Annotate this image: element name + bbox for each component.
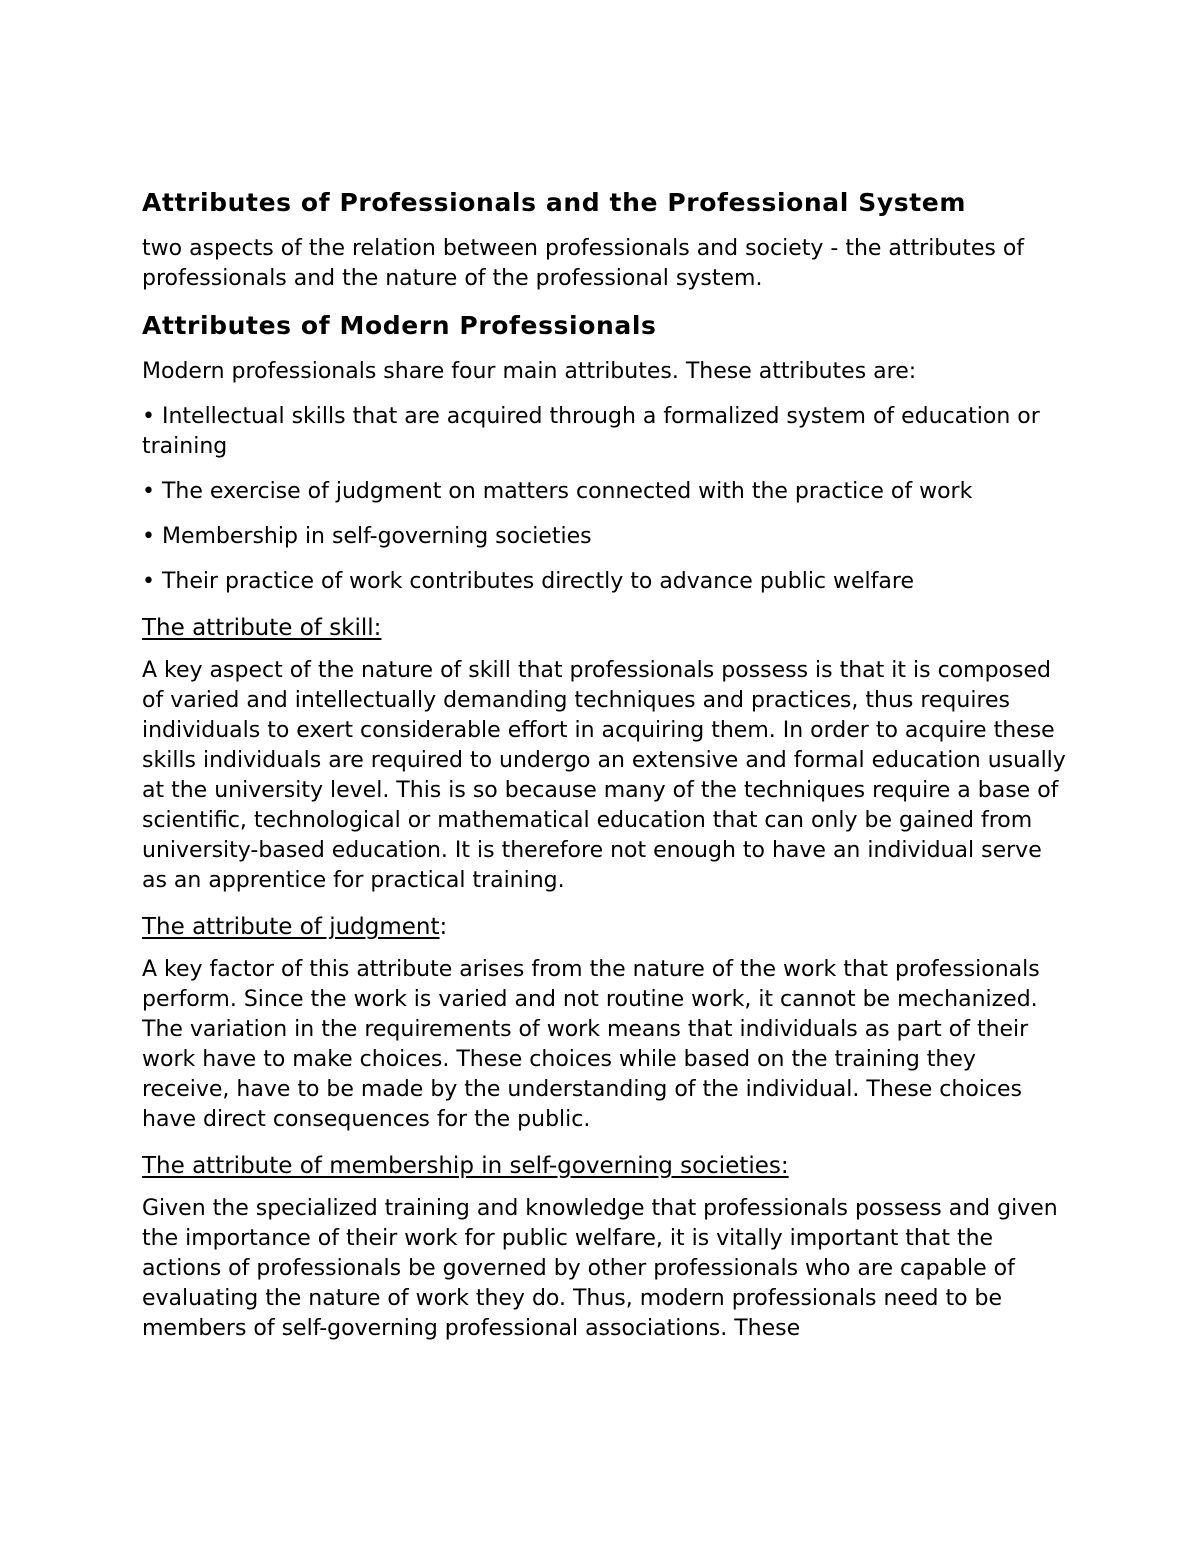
document-page [142,186,1067,1359]
judgment-paragraph: A key factor of this attribute arises from the nature of the work that professionals perform. Since the work is varied and not routine work, it cannot be mechanized. The variation in the requirements of work means that individuals as part of their work have to make choices. These choices while based on the training they receive, have to be made by the understanding of the individual. These choices have direct consequences for the public. [142,957,1040,1132]
judgment-heading-text: The attribute of judgment [142,914,440,940]
skill-heading-text: The attribute of skill: [142,615,382,641]
section-heading: Attributes of Modern Professionals [142,311,657,340]
skill-paragraph: A key aspect of the nature of skill that professionals possess is that it is composed of varied and intellectually demanding techniques and practices, thus requires individuals to exert considerable effort in acquiring them. In order to acquire these skills individuals are required to undergo an extensive and formal education usually at the university level. This is so because many of the techniques require a base of scientific, technological or mathematical education that can only be gained from university-based education. It is therefore not enough to have an individual serve as an apprentice for practical training. [142,658,1066,893]
section-intro: Modern professionals share four main attributes. These attributes are: [142,359,917,384]
membership-paragraph: Given the specialized training and knowledge that professionals possess and given the importance of their work for public welfare, it is vitally important that the actions of professionals be governed by other professionals who are capable of evaluating the nature of work they do. Thus, modern professionals need to be members of self-governing professional associations. These [142,1196,1058,1341]
bullet-item-judgment: • The exercise of judgment on matters connected with the practice of work [142,479,973,504]
judgment-heading-colon: : [439,914,448,940]
document-title: Attributes of Professionals and the Professional System [142,188,966,217]
judgment-heading [142,911,1067,943]
skill-heading [142,612,1067,644]
bullet-item-welfare: • Their practice of work contributes directly to advance public welfare [142,569,914,594]
intro-paragraph: two aspects of the relation between professionals and society - the attributes of professionals and the nature of the professional system. [142,236,1025,291]
membership-heading [142,1150,1067,1182]
bullet-item-skills: • Intellectual skills that are acquired through a formalized system of education or training [142,404,1040,459]
bullet-item-membership: • Membership in self-governing societies [142,524,592,549]
membership-heading-text: The attribute of membership in self-governing societies: [142,1153,789,1179]
